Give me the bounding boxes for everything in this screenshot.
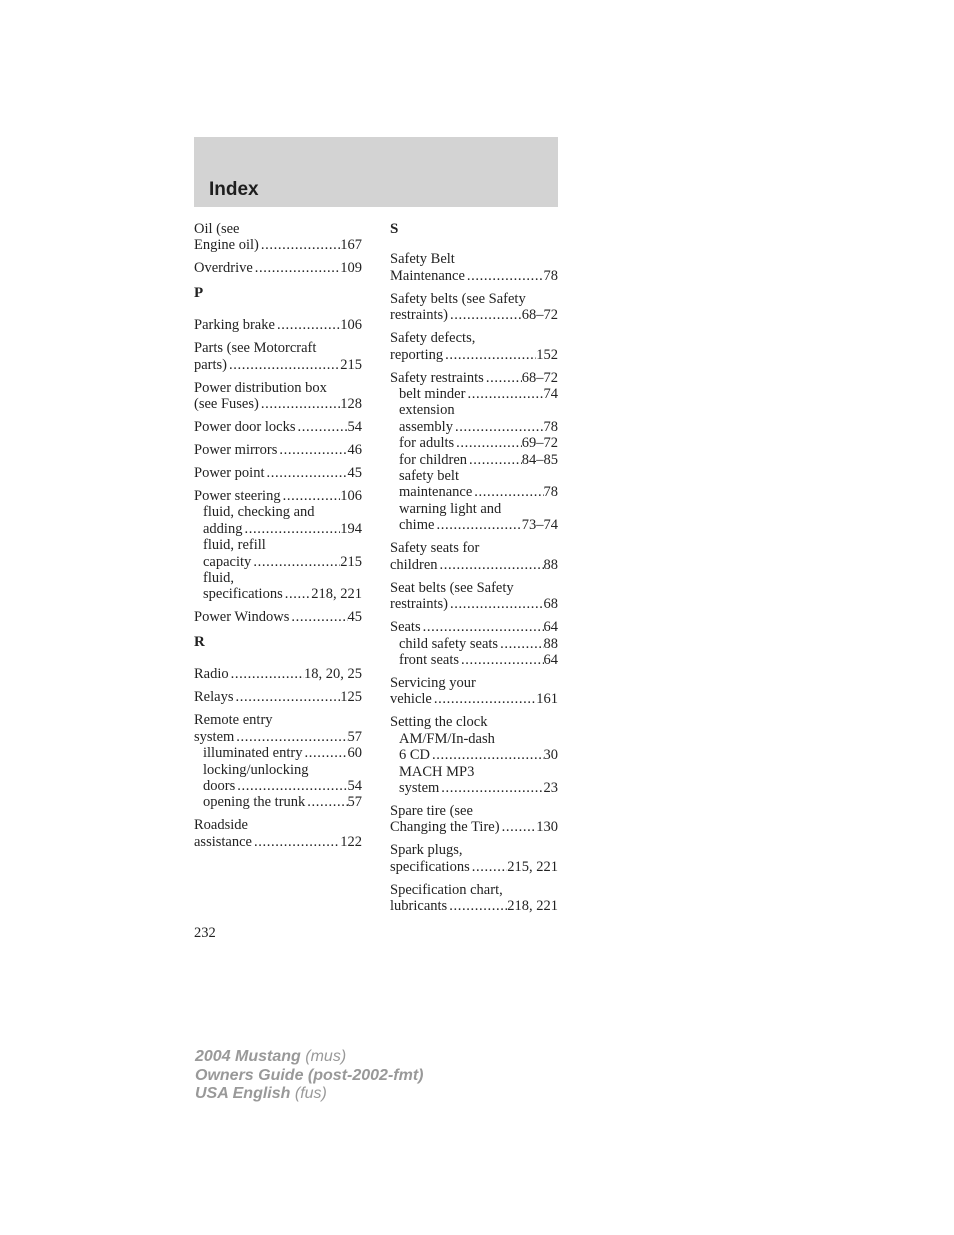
index-header-band xyxy=(194,137,558,207)
page-reference: 54 xyxy=(347,419,362,436)
index-entry-line xyxy=(194,340,362,356)
entry-label: Power steering xyxy=(194,488,281,505)
dot-leader xyxy=(296,419,348,435)
index-subentry-line xyxy=(194,745,362,761)
index-subentry-line xyxy=(390,652,558,668)
entry-label: MACH MP3 xyxy=(399,763,475,780)
index-subentry-line xyxy=(194,762,362,778)
page-reference: 68–72 xyxy=(521,307,558,324)
entry-label: specifications xyxy=(390,858,470,875)
page-number: 232 xyxy=(194,925,216,941)
page-reference: 78 xyxy=(543,418,558,435)
footer-guide: Owners Guide (post-2002-fmt) xyxy=(195,1066,424,1084)
page-title: Index xyxy=(209,179,259,200)
entry-label: Power door locks xyxy=(194,419,296,436)
index-entry-line xyxy=(390,307,558,323)
entry-label: Setting the clock xyxy=(390,714,488,731)
index-entry-line xyxy=(390,557,558,573)
dot-leader xyxy=(498,636,543,652)
dot-leader xyxy=(305,794,347,810)
index-entry-line xyxy=(194,729,362,745)
dot-leader xyxy=(233,689,340,705)
index-entry xyxy=(390,714,558,796)
entry-label: Spare tire (see xyxy=(390,802,473,819)
page-reference: 109 xyxy=(340,260,362,277)
index-subentry-line xyxy=(194,521,362,537)
page-reference: 60 xyxy=(347,745,362,762)
index-entry-line xyxy=(390,251,558,267)
index-entry xyxy=(194,317,362,333)
index-entry xyxy=(390,803,558,836)
entry-label: Parking brake xyxy=(194,317,275,334)
index-entry xyxy=(194,380,362,413)
index-entry-line xyxy=(194,609,362,625)
dot-leader xyxy=(454,435,522,451)
page-reference: 68 xyxy=(543,596,558,613)
index-entry-line xyxy=(390,596,558,612)
index-subentry-line xyxy=(390,435,558,451)
page-reference: 64 xyxy=(543,619,558,636)
dot-leader xyxy=(235,778,347,794)
index-entry xyxy=(194,340,362,373)
entry-label: locking/unlocking xyxy=(203,761,309,778)
entry-label: reporting xyxy=(390,346,444,363)
dot-leader xyxy=(432,691,536,707)
entry-label: Radio xyxy=(194,666,229,683)
entry-label: Changing the Tire) xyxy=(390,819,500,836)
index-entry xyxy=(390,842,558,875)
page-reference: 23 xyxy=(543,779,558,796)
page-reference: 30 xyxy=(543,747,558,764)
index-entry-line xyxy=(390,882,558,898)
footer-line-3 xyxy=(195,1085,423,1104)
index-entry-line xyxy=(390,898,558,914)
entry-label: Seats xyxy=(390,619,421,636)
page-reference: 167 xyxy=(340,237,362,254)
entry-label: Servicing your xyxy=(390,674,476,691)
entry-label: Power Windows xyxy=(194,609,290,626)
index-entry xyxy=(194,442,362,458)
index-entry-line xyxy=(194,817,362,833)
entry-label: illuminated entry xyxy=(203,745,303,762)
index-entry-line xyxy=(194,689,362,705)
entry-label: Roadside xyxy=(194,817,248,834)
page-reference: 215 xyxy=(340,356,362,373)
page-reference: 218, 221 xyxy=(507,898,558,915)
index-entry-line xyxy=(390,842,558,858)
entry-label: children xyxy=(390,556,438,573)
dot-leader xyxy=(448,596,544,612)
index-subentry-line xyxy=(390,419,558,435)
page-reference: 215 xyxy=(340,553,362,570)
dot-leader xyxy=(453,419,544,435)
entry-label: Safety seats for xyxy=(390,540,480,557)
section-letter: R xyxy=(194,633,205,650)
index-subentry-line xyxy=(390,764,558,780)
index-entry xyxy=(194,488,362,603)
page-reference: 69–72 xyxy=(521,435,558,452)
page-reference: 215, 221 xyxy=(507,858,558,875)
dot-leader xyxy=(470,859,508,875)
index-entry xyxy=(390,291,558,324)
index-entry-line xyxy=(390,268,558,284)
dot-leader xyxy=(302,745,347,761)
dot-leader xyxy=(259,237,340,253)
entry-label: Oil (see xyxy=(194,221,240,237)
entry-label: chime xyxy=(399,517,435,534)
dot-leader xyxy=(289,609,347,625)
page-reference: 152 xyxy=(536,346,558,363)
footer-language: USA English xyxy=(195,1085,291,1102)
entry-label: (see Fuses) xyxy=(194,396,259,413)
dot-leader xyxy=(443,347,536,363)
entry-label: fluid, xyxy=(203,570,235,587)
page-reference: 18, 20, 25 xyxy=(304,666,362,683)
dot-leader xyxy=(242,521,340,537)
dot-leader xyxy=(281,488,341,504)
index-entry xyxy=(390,675,558,708)
index-subentry-line xyxy=(390,402,558,418)
page-reference: 194 xyxy=(340,520,362,537)
entry-label: Overdrive xyxy=(194,260,253,277)
index-subentry-line xyxy=(390,731,558,747)
index-entry-line xyxy=(390,859,558,875)
page-reference: 122 xyxy=(340,833,362,850)
dot-leader xyxy=(252,834,340,850)
index-subentry-line xyxy=(390,636,558,652)
dot-leader xyxy=(465,386,543,402)
section-letter: S xyxy=(390,221,399,237)
index-subentry-line xyxy=(390,386,558,402)
dot-leader xyxy=(277,442,347,458)
entry-label: Relays xyxy=(194,689,234,706)
entry-label: Parts (see Motorcraft xyxy=(194,340,317,357)
entry-label: restraints) xyxy=(390,307,448,324)
index-subentry-line xyxy=(390,747,558,763)
page-reference: 78 xyxy=(543,267,558,284)
dot-leader xyxy=(434,517,521,533)
page-reference: 46 xyxy=(347,442,362,459)
index-entry-line xyxy=(194,237,362,253)
entry-label: AM/FM/In-dash xyxy=(399,730,495,747)
index-entry xyxy=(390,882,558,915)
dot-leader xyxy=(484,370,522,386)
page-reference: 68–72 xyxy=(521,369,558,386)
entry-label: fluid, checking and xyxy=(203,504,315,521)
dot-leader xyxy=(448,307,522,323)
page-reference: 125 xyxy=(340,689,362,706)
dot-leader xyxy=(421,619,544,635)
entry-label: lubricants xyxy=(390,898,448,915)
dot-leader xyxy=(467,452,522,468)
index-entry xyxy=(390,330,558,363)
index-entry-line xyxy=(194,221,362,237)
index-entry xyxy=(390,251,558,284)
index-entry-line xyxy=(194,442,362,458)
dot-leader xyxy=(459,652,544,668)
entry-label: safety belt xyxy=(399,468,459,485)
dot-leader xyxy=(439,780,543,796)
page-reference: 45 xyxy=(347,609,362,626)
index-subentry-line xyxy=(390,517,558,533)
page-reference: 64 xyxy=(543,651,558,668)
index-entry-line xyxy=(390,819,558,835)
index-entry xyxy=(194,609,362,625)
page-reference: 128 xyxy=(340,396,362,413)
footer-line-2 xyxy=(195,1067,423,1086)
footer-line-1 xyxy=(195,1048,423,1067)
index-subentry-line xyxy=(194,778,362,794)
dot-leader xyxy=(283,586,312,602)
document-footer xyxy=(195,1048,423,1104)
index-entry-line xyxy=(390,691,558,707)
index-subentry-line xyxy=(194,537,362,553)
dot-leader xyxy=(275,317,340,333)
dot-leader xyxy=(253,260,340,276)
page-reference: 106 xyxy=(340,317,362,334)
index-column-right xyxy=(390,221,558,921)
footer-model-code: (mus) xyxy=(305,1048,347,1065)
entry-label: Remote entry xyxy=(194,712,273,729)
footer-model: 2004 Mustang xyxy=(195,1048,301,1065)
index-entry-line xyxy=(194,488,362,504)
index-entry-line xyxy=(390,347,558,363)
index-entry-line xyxy=(390,330,558,346)
dot-leader xyxy=(472,484,543,500)
entry-label: Safety Belt xyxy=(390,251,455,268)
index-subentry-line xyxy=(390,780,558,796)
page-reference: 57 xyxy=(347,794,362,811)
dot-leader xyxy=(465,268,544,284)
page-reference: 106 xyxy=(340,488,362,505)
dot-leader xyxy=(430,747,543,763)
entry-label: capacity xyxy=(203,553,252,570)
entry-label: Power point xyxy=(194,465,265,482)
entry-label: restraints) xyxy=(390,596,448,613)
index-entry xyxy=(194,712,362,810)
index-entry xyxy=(390,580,558,613)
index-entry-line xyxy=(390,540,558,556)
page-reference: 74 xyxy=(543,386,558,403)
entry-label: Maintenance xyxy=(390,267,465,284)
dot-leader xyxy=(264,465,347,481)
index-entry-line xyxy=(194,712,362,728)
entry-label: Seat belts (see Safety xyxy=(390,579,514,596)
entry-label: extension xyxy=(399,402,455,419)
page-reference: 88 xyxy=(543,556,558,573)
entry-label: front seats xyxy=(399,651,459,668)
page-reference: 130 xyxy=(536,819,558,836)
index-subentry-line xyxy=(390,501,558,517)
entry-label: for children xyxy=(399,451,468,468)
index-entry xyxy=(390,619,558,668)
index-entry-line xyxy=(390,619,558,635)
index-subentry-line xyxy=(390,484,558,500)
index-column-left xyxy=(194,221,362,857)
index-entry-line xyxy=(390,370,558,386)
page-reference: 54 xyxy=(347,777,362,794)
entry-label: specifications xyxy=(203,586,283,603)
entry-label: doors xyxy=(203,777,236,794)
dot-leader xyxy=(500,819,537,835)
page-reference: 218, 221 xyxy=(311,586,362,603)
entry-label: Specification chart, xyxy=(390,881,503,898)
index-entry xyxy=(194,689,362,705)
entry-label: maintenance xyxy=(399,484,473,501)
index-entry-line xyxy=(390,714,558,730)
entry-label: Power mirrors xyxy=(194,442,278,459)
index-subentry-line xyxy=(194,570,362,586)
entry-label: assembly xyxy=(399,418,453,435)
index-entry-line xyxy=(390,580,558,596)
index-entry-line xyxy=(194,834,362,850)
index-entry xyxy=(194,419,362,435)
index-entry-line xyxy=(194,465,362,481)
section-letter: P xyxy=(194,284,204,301)
index-entry-line xyxy=(194,380,362,396)
index-entry-line xyxy=(390,803,558,819)
index-subentry-line xyxy=(194,504,362,520)
index-entry-line xyxy=(390,291,558,307)
index-entry-line xyxy=(194,357,362,373)
entry-label: Safety defects, xyxy=(390,330,476,347)
dot-leader xyxy=(259,396,340,412)
entry-label: vehicle xyxy=(390,691,432,708)
index-entry-line xyxy=(194,317,362,333)
entry-label: system xyxy=(399,779,440,796)
index-entry-line xyxy=(194,419,362,435)
page-reference: 88 xyxy=(543,635,558,652)
index-subentry-line xyxy=(194,554,362,570)
entry-label: assistance xyxy=(194,833,252,850)
index-subentry-line xyxy=(390,468,558,484)
index-entry xyxy=(194,221,362,254)
page-reference: 161 xyxy=(536,691,558,708)
entry-label: 6 CD xyxy=(399,747,431,764)
index-entry-line xyxy=(194,396,362,412)
entry-label: belt minder xyxy=(399,386,466,403)
entry-label: Safety belts (see Safety xyxy=(390,290,526,307)
dot-leader xyxy=(227,357,340,373)
index-entry xyxy=(390,370,558,534)
entry-label: child safety seats xyxy=(399,635,499,652)
index-entry-line xyxy=(194,260,362,276)
dot-leader xyxy=(251,554,340,570)
index-subentry-line xyxy=(194,586,362,602)
dot-leader xyxy=(438,557,544,573)
page-reference: 73–74 xyxy=(521,517,558,534)
dot-leader xyxy=(447,898,507,914)
page-reference: 84–85 xyxy=(521,451,558,468)
footer-language-code: (fus) xyxy=(294,1085,327,1102)
index-subentry-line xyxy=(390,452,558,468)
entry-label: fluid, refill xyxy=(203,537,266,554)
page-reference: 78 xyxy=(543,484,558,501)
index-entry-line xyxy=(194,666,362,682)
entry-label: for adults xyxy=(399,435,455,452)
entry-label: Power distribution box xyxy=(194,379,327,396)
page-reference: 57 xyxy=(347,728,362,745)
entry-label: opening the trunk xyxy=(203,794,306,811)
entry-label: parts) xyxy=(194,356,228,373)
index-entry xyxy=(194,260,362,276)
entry-label: adding xyxy=(203,520,243,537)
page-reference: 45 xyxy=(347,465,362,482)
entry-label: warning light and xyxy=(399,500,502,517)
index-subentry-line xyxy=(194,794,362,810)
dot-leader xyxy=(229,666,304,682)
index-entry xyxy=(194,666,362,682)
index-entry xyxy=(194,817,362,850)
index-entry xyxy=(390,540,558,573)
entry-label: Safety restraints xyxy=(390,369,484,386)
entry-label: system xyxy=(194,728,235,745)
dot-leader xyxy=(234,729,347,745)
index-entry xyxy=(194,465,362,481)
index-entry-line xyxy=(390,675,558,691)
entry-label: Engine oil) xyxy=(194,237,259,254)
entry-label: Spark plugs, xyxy=(390,842,463,859)
